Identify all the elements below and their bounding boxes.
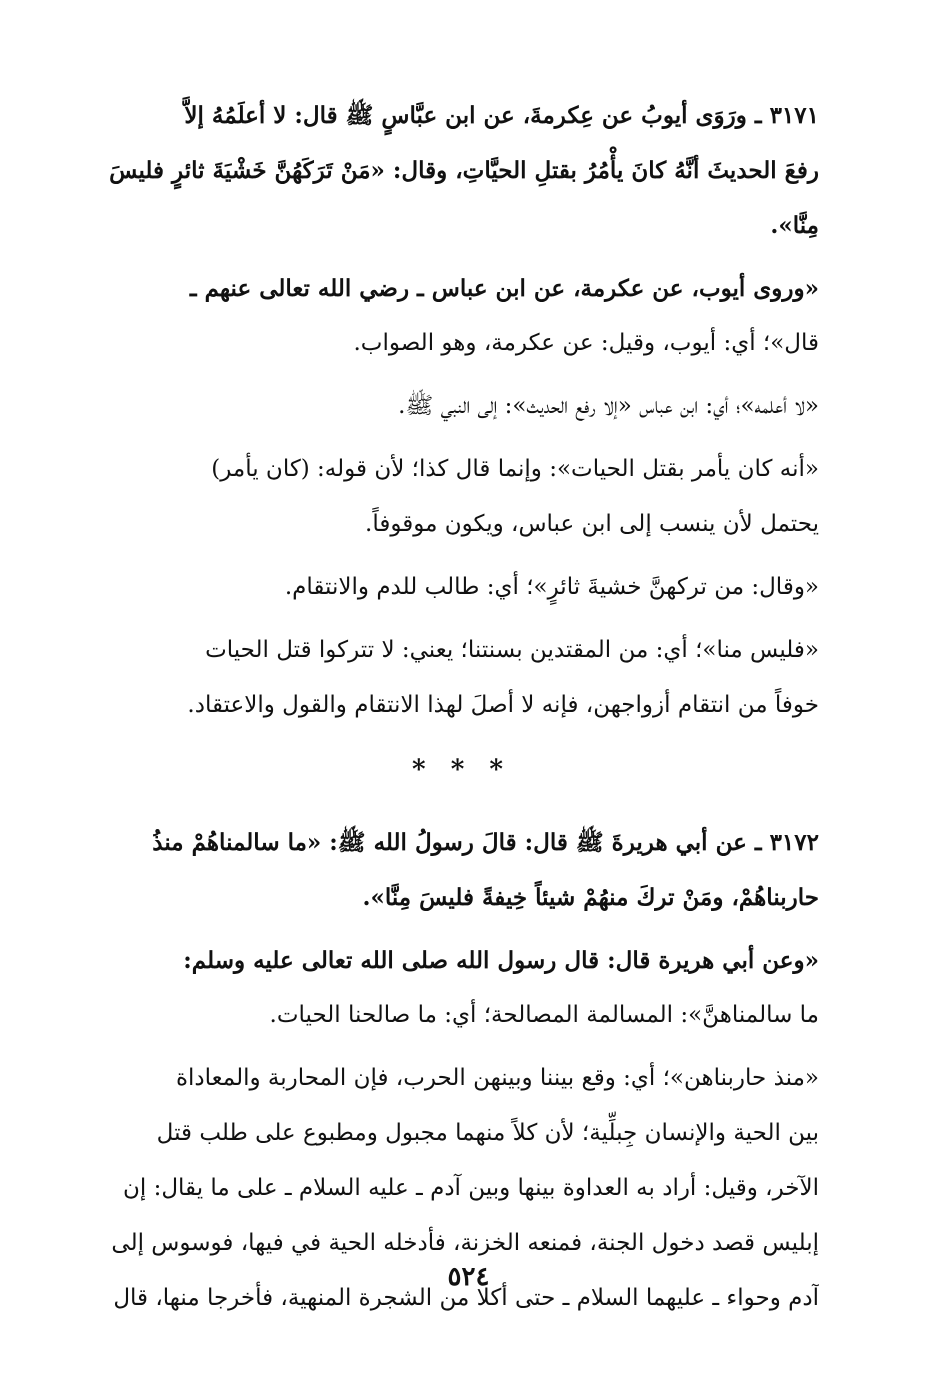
section-separator: * * * xyxy=(412,755,511,785)
commentary-line: بين الحية والإنسان جِبلِّية؛ لأن كلاً منهما مجبول ومطبوع على طلب قتل xyxy=(156,1120,819,1146)
commentary-line: قال»؛ أي: أيوب، وقيل: عن عكرمة، وهو الصواب. xyxy=(353,330,819,356)
commentary-line: «منذ حاربناهن»؛ أي: وقع بيننا وبينهن الحرب، فإن المحاربة والمعاداة xyxy=(175,1065,819,1091)
commentary-line: «فليس منا»؛ أي: من المقتدين بسنتنا؛ يعني: لا تتركوا قتل الحيات xyxy=(205,637,819,663)
commentary-line: «لا أعلمه»؛ أي: ابن عباس «إلا رفع الحديث»: إلى النبي ﷺ. xyxy=(398,393,819,419)
commentary-line: ما سالمناهنَّ»: المسالمة المصالحة؛ أي: ما صالحنا الحيات. xyxy=(269,1002,819,1028)
commentary-line: «وعن أبي هريرة قال: قال رسول الله صلى الله تعالى عليه وسلم: xyxy=(183,947,819,974)
page-number: ٥٢٤ xyxy=(447,1262,490,1292)
hadith-3172-line-1: ٣١٧٢ ـ عن أبي هريرةَ ﷺ قال: قالَ رسولُ الله ﷺ: «ما سالمناهُمْ منذُ xyxy=(152,829,819,856)
commentary-3172-para-1 xyxy=(104,933,819,1043)
commentary-3171-para-1 xyxy=(104,261,819,371)
commentary-line: «وروى أيوب، عن عكرمة، عن ابن عباس ـ رضي الله تعالى عنهم ـ xyxy=(189,275,819,302)
hadith-3171-line-3: مِنَّا». xyxy=(770,212,819,239)
commentary-line: «أنه كان يأمر بقتل الحيات»: وإنما قال كذا؛ لأن قوله: (كان يأمر) xyxy=(211,456,819,482)
commentary-3171-para-4 xyxy=(104,560,819,615)
hadith-3171-line-1: ٣١٧١ ـ ورَوَى أيوبُ عن عِكرمةَ، عن ابن عبَّاسٍ ﷺ قال: لا أعلَمُهُ إلاَّ xyxy=(184,102,819,129)
commentary-line: خوفاً من انتقام أزواجهن، فإنه لا أصلَ لهذا الانتقام والقول والاعتقاد. xyxy=(187,692,819,718)
commentary-3171-para-5 xyxy=(104,623,819,733)
commentary-line: «وقال: من تركهنَّ خشيةَ ثائرٍ»؛ أي: طالب للدم والانتقام. xyxy=(284,574,819,600)
commentary-line: الآخر، وقيل: أراد به العداوة بينها وبين آدم ـ عليه السلام ـ على ما يقال: إن xyxy=(123,1175,819,1201)
commentary-3171-para-3 xyxy=(104,442,819,552)
commentary-line: إبليس قصد دخول الجنة، فمنعه الخزنة، فأدخله الحية في فيها، فوسوس إلى xyxy=(111,1230,819,1256)
hadith-3172-text xyxy=(104,815,819,925)
commentary-3171-para-2 xyxy=(104,379,819,434)
commentary-line: يحتمل لأن ينسب إلى ابن عباس، ويكون موقوفاً. xyxy=(365,511,819,537)
commentary-line: آدم وحواء ـ عليهما السلام ـ حتى أكلا من الشجرة المنهية، فأخرجا منها، قال xyxy=(113,1285,819,1311)
hadith-3172-line-2: حاربناهُمْ، ومَنْ تركَ منهُمْ شيئاً خِيفةً فليسَ مِنَّا». xyxy=(362,884,819,911)
hadith-3171-text xyxy=(104,88,819,253)
hadith-3171-line-2: رفعَ الحديثَ أنَّهُ كانَ يأْمُرُ بقتلِ الحيَّاتِ، وقال: «مَنْ تَرَكَهُنَّ خَشْيَةَ ثائرٍ فليسَ xyxy=(109,157,819,184)
